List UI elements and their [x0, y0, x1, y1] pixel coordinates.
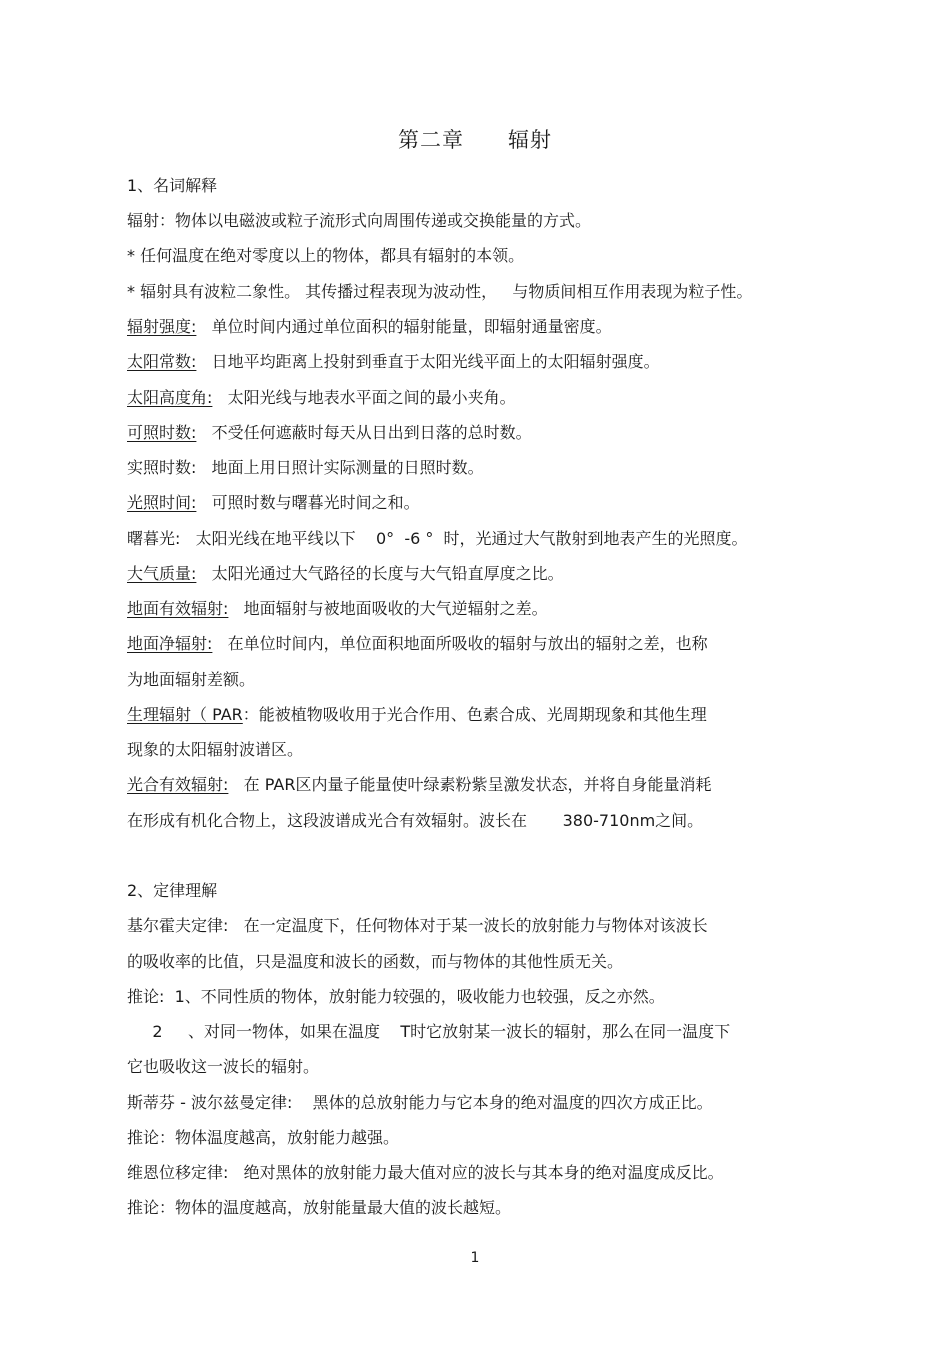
defined-term: 太阳常数: [127, 352, 197, 371]
corollary-continuation: 它也吸收这一波长的辐射。 [127, 1057, 320, 1076]
definition-line: 大气质量: 太阳光通过大气路径的长度与大气铅直厚度之比。 [127, 564, 564, 583]
corollary-line: 推论：物体温度越高，放射能力越强。 [127, 1128, 400, 1147]
defined-term: 光照时间: [127, 493, 197, 512]
definition-line: 光照时间: 可照时数与曙暮光时间之和。 [127, 493, 420, 512]
definition-continuation: 为地面辐射差额。 [127, 670, 256, 689]
defined-term: 太阳高度角: [127, 388, 213, 407]
definition-line: 生理辐射（ PAR：能被植物吸收用于光合作用、色素合成、光周期现象和其他生理 [127, 705, 707, 724]
definition-line: 太阳高度角: 太阳光线与地表水平面之间的最小夹角。 [127, 388, 516, 407]
definition-line: 辐射强度: 单位时间内通过单位面积的辐射能量，即辐射通量密度。 [127, 317, 612, 336]
note-line: * 任何温度在绝对零度以上的物体，都具有辐射的本领。 [127, 246, 525, 265]
definition-line: 光合有效辐射: 在 PAR区内量子能量使叶绿素粉紫呈激发状态，并将自身能量消耗 [127, 775, 712, 794]
corollary-line: 推论: 1、不同性质的物体，放射能力较强的，吸收能力也较强，反之亦然。 [127, 987, 665, 1006]
defined-term: 可照时数: [127, 423, 197, 442]
defined-term: 地面净辐射: [127, 634, 213, 653]
law-continuation: 的吸收率的比值，只是温度和波长的函数，而与物体的其他性质无关。 [127, 952, 624, 971]
corollary-line: 2 、对同一物体，如果在温度 T时它放射某一波长的辐射，那么在同一温度下 [127, 1022, 731, 1041]
law-line: 斯蒂芬 - 波尔兹曼定律: 黑体的总放射能力与它本身的绝对温度的四次方成正比。 [127, 1093, 713, 1112]
defined-term: 光合有效辐射: [127, 775, 229, 794]
page-number: 1 [470, 1250, 480, 1266]
definition-line: 太阳常数: 日地平均距离上投射到垂直于太阳光线平面上的太阳辐射强度。 [127, 352, 660, 371]
definition-continuation: 在形成有机化合物上，这段波谱成光合有效辐射。波长在 380-710nm之间。 [127, 811, 704, 830]
defined-term: 大气质量: [127, 564, 197, 583]
defined-term: 地面有效辐射: [127, 599, 229, 618]
definition-line: 辐射：物体以电磁波或粒子流形式向周围传递或交换能量的方式。 [127, 211, 592, 230]
definition-line: 实照时数: 地面上用日照计实际测量的日照时数。 [127, 458, 484, 477]
definition-line: 曙暮光: 太阳光线在地平线以下 0° -6 ° 时，光通过大气散射到地表产生的光照度。 [127, 529, 748, 548]
corollary-line: 推论：物体的温度越高，放射能量最大值的波长越短。 [127, 1198, 512, 1217]
section-heading: 2、定律理解 [127, 881, 218, 900]
definition-line: 可照时数: 不受任何遮蔽时每天从日出到日落的总时数。 [127, 423, 532, 442]
section-heading: 1、名词解释 [127, 176, 218, 195]
law-line: 基尔霍夫定律: 在一定温度下，任何物体对于某一波长的放射能力与物体对该波长 [127, 916, 708, 935]
note-line: * 辐射具有波粒二象性。 其传播过程表现为波动性， 与物质间相互作用表现为粒子性。 [127, 282, 753, 301]
chapter-title: 第二章 辐射 [398, 128, 552, 152]
defined-term: 生理辐射（ PAR [127, 705, 243, 724]
law-line: 维恩位移定律: 绝对黑体的放射能力最大值对应的波长与其本身的绝对温度成反比。 [127, 1163, 724, 1182]
definition-line: 地面有效辐射: 地面辐射与被地面吸收的大气逆辐射之差。 [127, 599, 548, 618]
definition-continuation: 现象的太阳辐射波谱区。 [127, 740, 304, 759]
defined-term: 辐射强度: [127, 317, 197, 336]
definition-line: 地面净辐射: 在单位时间内，单位面积地面所吸收的辐射与放出的辐射之差，也称 [127, 634, 708, 653]
